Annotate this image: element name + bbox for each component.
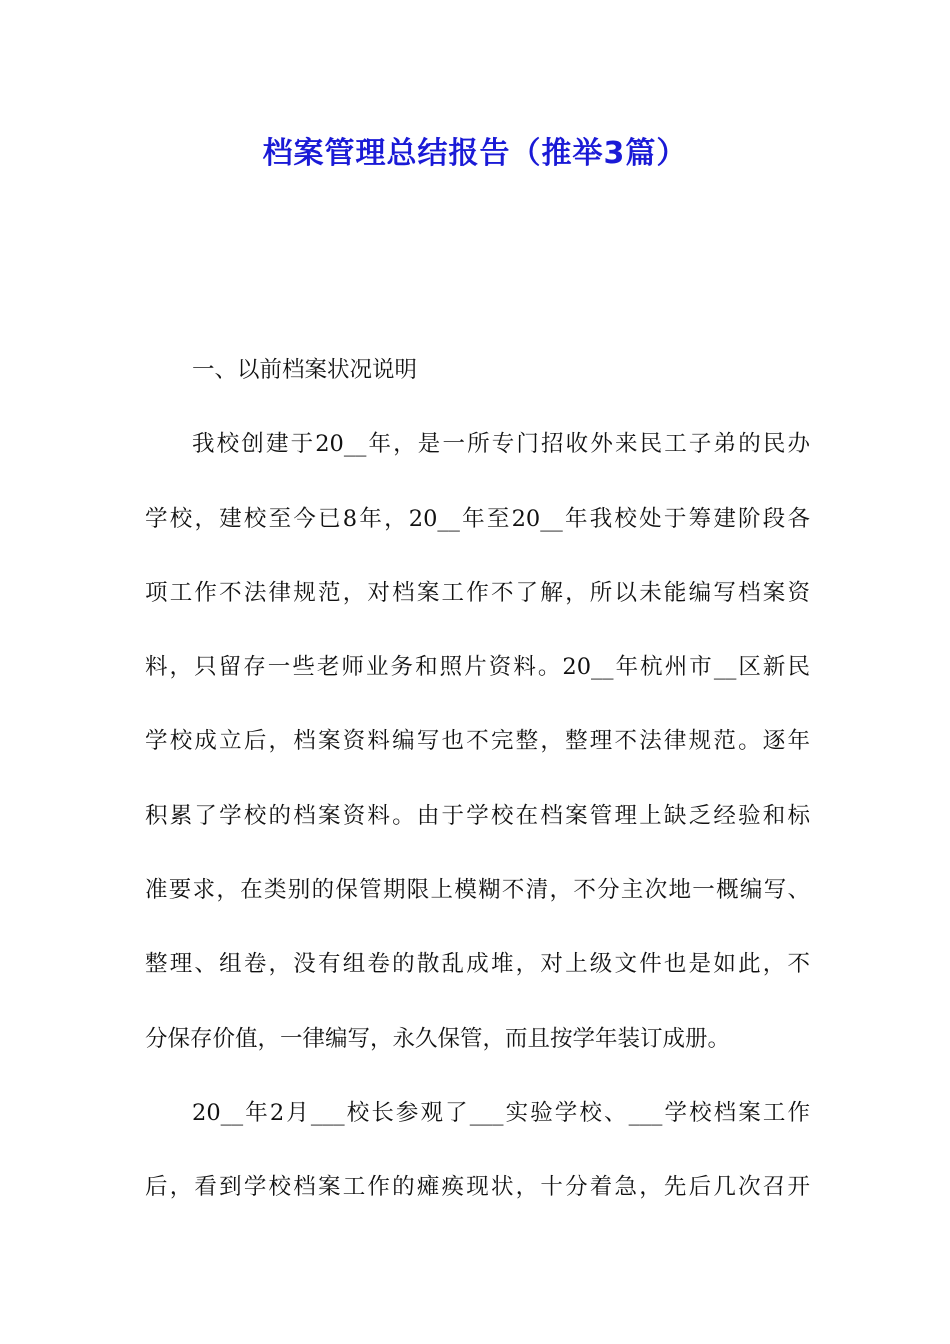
paragraph-1-line: 学校成立后，档案资料编写也不完整，整理不法律规范。逐年: [145, 728, 810, 755]
paragraph-2-line: 20__年2月___校长参观了___实验学校、___学校档案工作: [192, 1099, 810, 1126]
paragraph-1-line: 准要求，在类别的保管期限上模糊不清，不分主次地一概编写、: [145, 877, 810, 904]
paragraph-1-line: 整理、组卷，没有组卷的散乱成堆，对上级文件也是如此，不: [145, 951, 810, 978]
paragraph-1-line: 料，只留存一些老师业务和照片资料。20__年杭州市__区新民: [145, 654, 810, 681]
document-title: 档案管理总结报告（推举3篇）: [262, 136, 688, 171]
section-heading: 一、以前档案状况说明: [192, 357, 418, 383]
document-body: [145, 333, 810, 1225]
paragraph-1-line: 分保存价值，一律编写，永久保管，而且按学年装订成册。: [145, 1025, 731, 1052]
paragraph-1-line: 我校创建于20__年，是一所专门招收外来民工子弟的民办: [192, 431, 810, 458]
paragraph-1-line: 学校，建校至今已8年，20__年至20__年我校处于筹建阶段各: [145, 505, 810, 532]
paragraph-1-line: 积累了学校的档案资料。由于学校在档案管理上缺乏经验和标: [145, 802, 810, 829]
paragraph-2-line: 后，看到学校档案工作的瘫痪现状，十分着急，先后几次召开: [145, 1174, 810, 1201]
paragraph-1-line: 项工作不法律规范，对档案工作不了解，所以未能编写档案资: [145, 579, 810, 606]
